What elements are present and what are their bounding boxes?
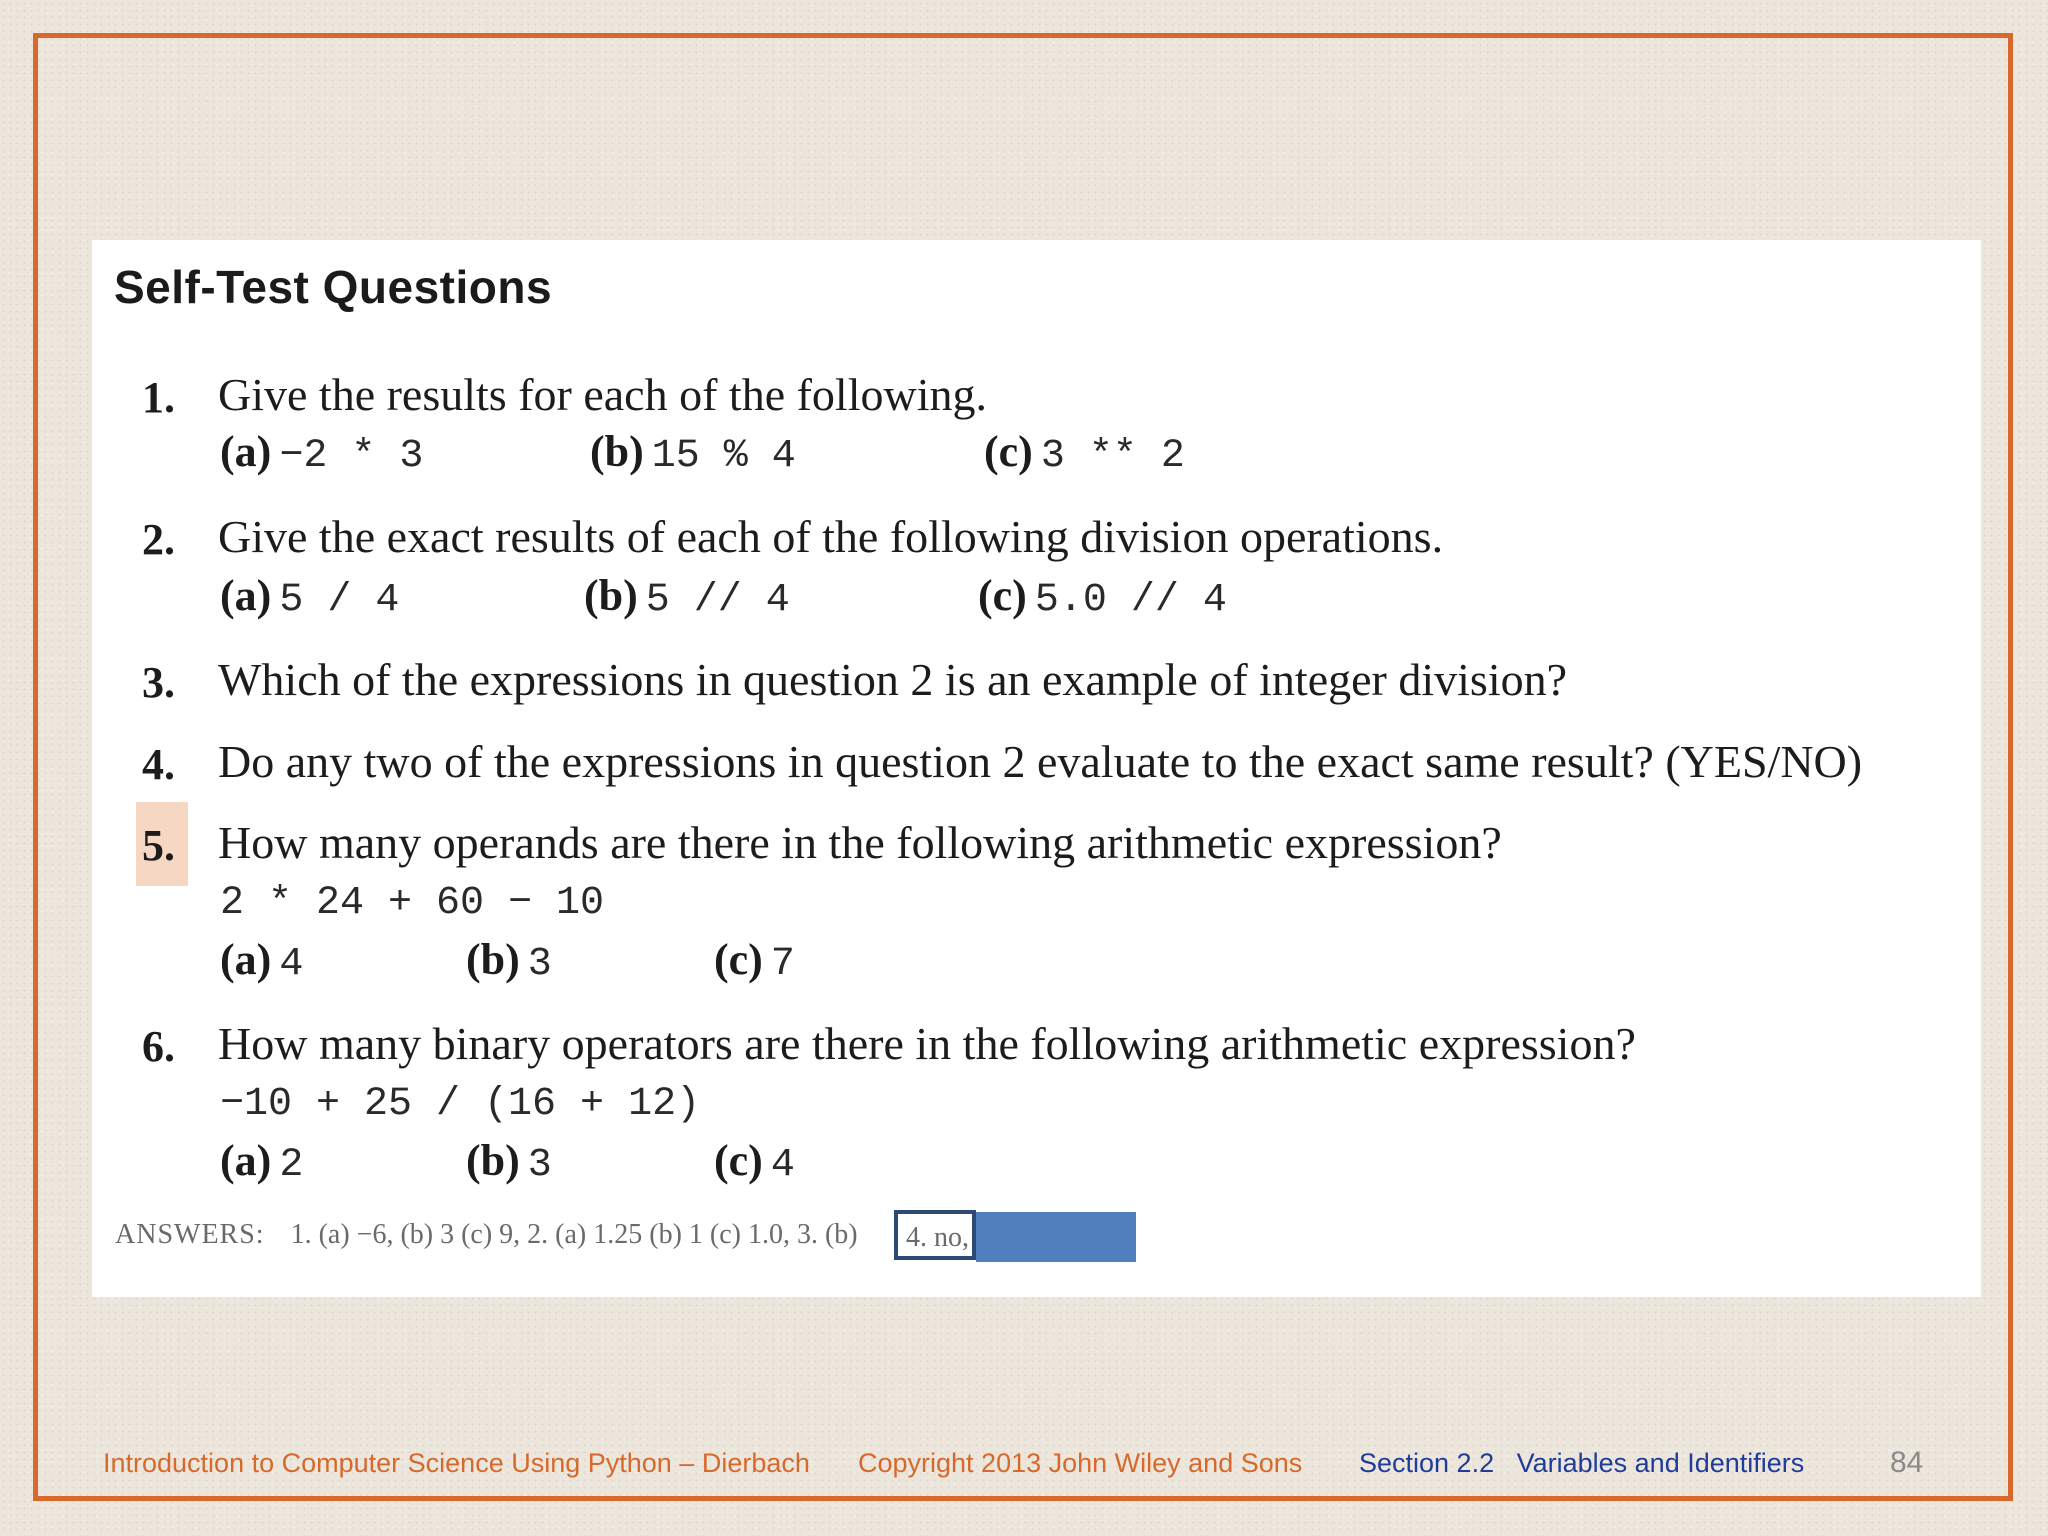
footer-copyright: Copyright 2013 John Wiley and Sons — [858, 1448, 1303, 1478]
option-b: (b) 3 — [466, 1136, 552, 1188]
question-text: How many binary operators are there in the following arithmetic expression? — [218, 1018, 1636, 1069]
question-number: 6. — [142, 1022, 175, 1071]
answers-text: 1. (a) −6, (b) 3 (c) 9, 2. (a) 1.25 (b) 1 (c) 1.0, 3. (b) — [290, 1219, 858, 1250]
expression: −10 + 25 / (16 + 12) — [220, 1082, 701, 1127]
answers-line — [115, 1219, 858, 1251]
option-a: (a) 4 — [220, 935, 304, 987]
option-b: (b) 3 — [466, 935, 552, 987]
option-a: (a) 2 — [220, 1136, 304, 1188]
self-test-heading: Self-Test Questions — [114, 261, 553, 313]
answer-cover-block — [976, 1212, 1136, 1262]
answer-4-box — [894, 1210, 976, 1260]
self-test-panel — [92, 240, 1981, 1297]
question-number: 3. — [142, 658, 175, 707]
footer-section: Section 2.2 Variables and Identifiers — [1359, 1448, 1805, 1478]
option-c: (c) 7 — [714, 935, 795, 987]
question-text: How many operands are there in the following arithmetic expression? — [218, 817, 1502, 868]
option-c: (c) 3 ** 2 — [984, 427, 1185, 479]
option-a: (a) −2 * 3 — [220, 427, 424, 479]
question-text: Do any two of the expressions in question 2 evaluate to the exact same result? (YES/NO) — [218, 736, 1863, 787]
question-text: Which of the expressions in question 2 is an example of integer division? — [218, 654, 1568, 705]
question-number: 4. — [142, 740, 175, 789]
option-a: (a) 5 / 4 — [220, 571, 400, 623]
answers-label: ANSWERS: — [115, 1219, 265, 1250]
option-b: (b) 5 // 4 — [584, 571, 790, 623]
footer-page-number: 84 — [1890, 1446, 1924, 1479]
answer-4-text: 4. no, — [906, 1222, 969, 1253]
question-number: 5. — [142, 821, 175, 870]
option-b: (b) 15 % 4 — [590, 427, 796, 479]
question-text: Give the results for each of the following. — [218, 369, 987, 420]
expression: 2 * 24 + 60 − 10 — [220, 881, 605, 926]
question-number: 2. — [142, 515, 175, 564]
footer-book-title: Introduction to Computer Science Using Python – Dierbach — [103, 1448, 810, 1478]
option-c: (c) 5.0 // 4 — [978, 571, 1227, 623]
question-number: 1. — [142, 373, 175, 422]
question-text: Give the exact results of each of the following division operations. — [218, 511, 1444, 562]
option-c: (c) 4 — [714, 1136, 795, 1188]
